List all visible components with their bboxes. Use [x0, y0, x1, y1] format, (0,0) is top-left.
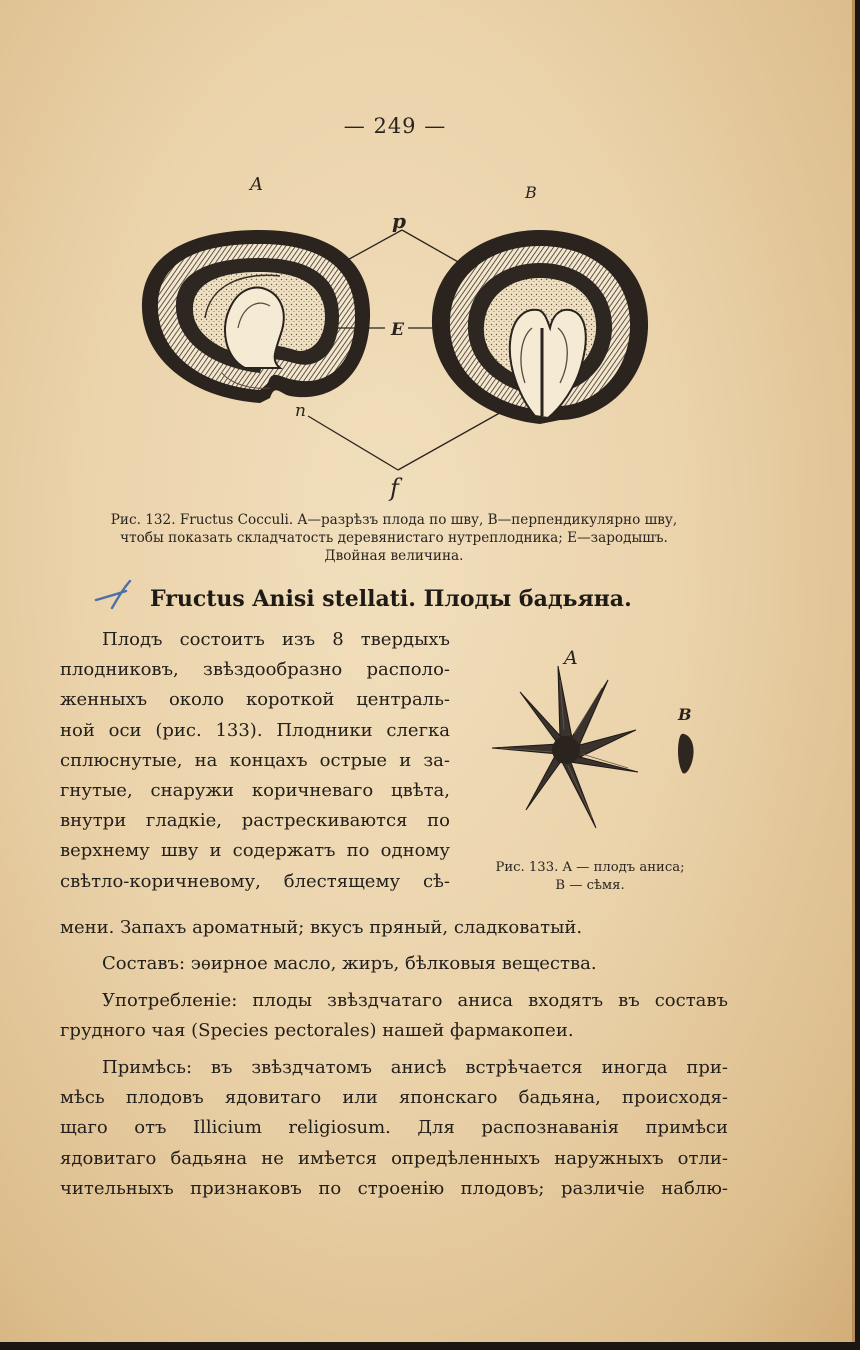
text-column-beside-figure	[60, 625, 450, 897]
caption-line: Рис. 132. Fructus Cocculi. A—разрѣзъ плода по шву, B—перпендикулярно шву,	[110, 512, 678, 528]
text-line: сплюснутые, на концахъ острые и за-	[60, 749, 450, 771]
fig132-label-b: B	[525, 183, 537, 202]
fig132-label-a: A	[250, 174, 263, 195]
text-line: плодниковъ, звѣздообразно располо-	[60, 659, 450, 681]
fig133-label-a: A	[564, 647, 578, 669]
text-column-full-width	[60, 913, 728, 1205]
fig133-label-b: B	[678, 705, 692, 724]
figure-133-caption	[470, 859, 710, 895]
figure-133-illustration	[478, 640, 728, 855]
text-line: ной оси (рис. 133). Плодники слегка	[60, 719, 450, 741]
text-line: мѣсь плодовъ ядовитаго или японскаго бадьяна, происходя-	[60, 1087, 728, 1109]
figure-132-caption	[58, 511, 730, 565]
caption-line: Рис. 133. A — плодъ аниса;	[495, 860, 685, 875]
section-a-drawing	[142, 230, 370, 403]
fig132-label-e: E	[391, 320, 404, 340]
text-line: грудного чая (Species pectorales) нашей фармакопеи.	[60, 1020, 574, 1042]
section-b-drawing	[432, 230, 648, 424]
seed-drawing	[678, 734, 694, 774]
text-line: внутри гладкіе, растрескиваются по	[60, 810, 450, 832]
caption-line: чтобы показать складчатость деревянистаго нутреплодника; E—зародышъ.	[120, 530, 668, 546]
fig132-label-p: p	[392, 209, 406, 233]
text-line: ядовитаго бадьяна не имѣется опредѣленныхъ наружныхъ отли-	[60, 1147, 728, 1169]
text-line: верхнему шву и содержатъ по одному	[60, 840, 450, 862]
figure-132-illustration	[130, 168, 670, 508]
section-heading: Fructus Anisi stellati. Плоды бадьяна.	[150, 586, 632, 612]
text-line: щаго отъ Illicium religiosum. Для распознаванія примѣси	[60, 1117, 728, 1139]
text-line: мени. Запахъ ароматный; вкусъ пряный, сладковатый.	[60, 917, 583, 938]
star-anise-drawing	[492, 666, 638, 828]
text-line: Плодъ состоитъ изъ 8 твердыхъ	[102, 629, 450, 650]
fig132-label-f: f	[390, 474, 399, 502]
caption-line: B — сѣмя.	[555, 878, 625, 893]
caption-line: Двойная величина.	[324, 548, 464, 564]
text-line: чительныхъ признаковъ по строенію плодовъ; различіе наблю-	[60, 1178, 728, 1200]
text-line: женныхъ около короткой централь-	[60, 689, 450, 711]
page-number: — 249 —	[343, 114, 447, 138]
text-line: Употребленіе: плоды звѣздчатаго аниса входятъ въ составъ	[102, 989, 728, 1011]
fig132-label-n: n	[295, 401, 306, 421]
text-line: гнутые, снаружи коричневаго цвѣта,	[60, 780, 450, 802]
text-line: Составъ: эѳирное масло, жиръ, бѣлковыя вещества.	[102, 953, 597, 975]
text-line: Примѣсь: въ звѣздчатомъ анисѣ встрѣчается иногда при-	[102, 1056, 728, 1078]
pencil-check-mark	[92, 578, 154, 610]
text-line: свѣтло-коричневому, блестящему сѣ-	[60, 870, 450, 892]
